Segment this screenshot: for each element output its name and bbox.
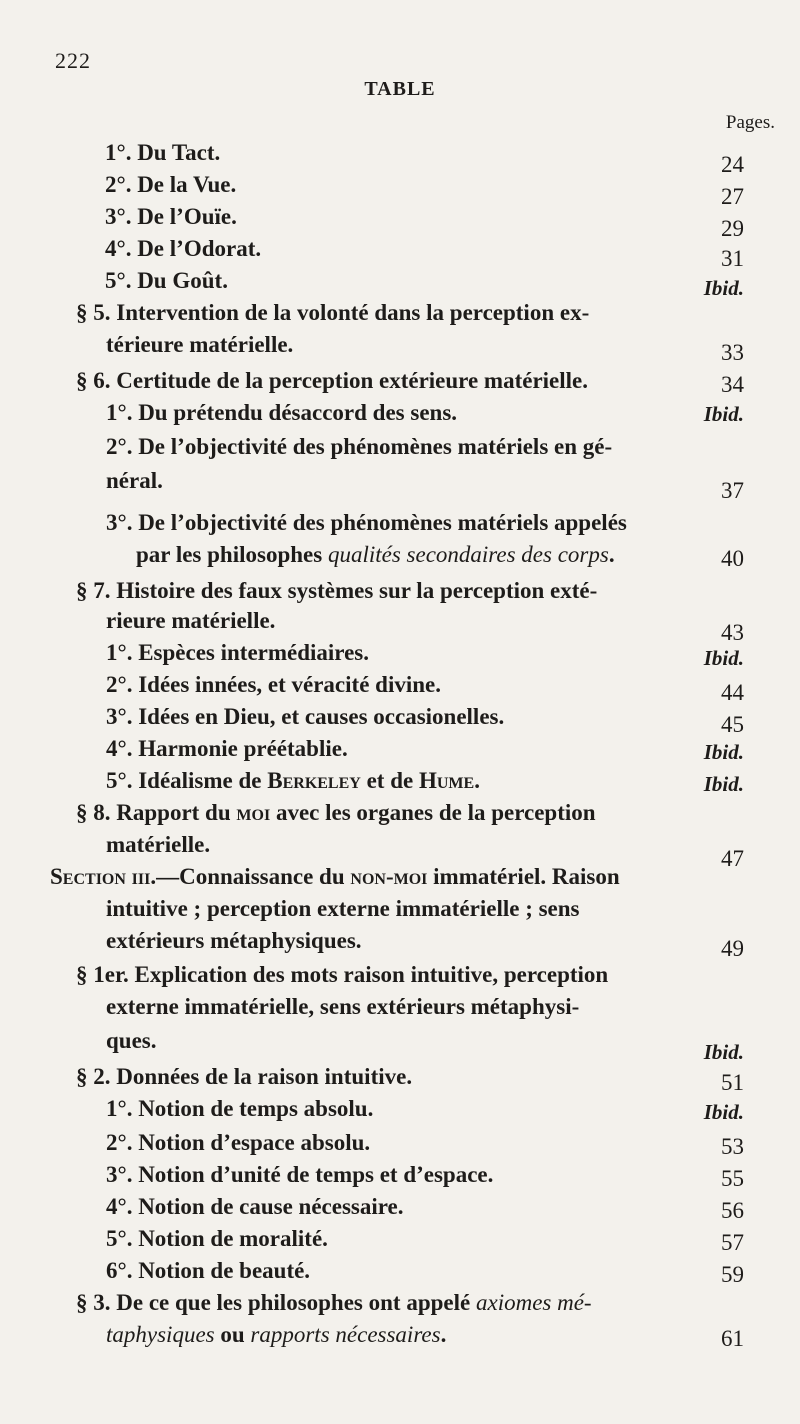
toc-entry: 4°. De l’Odorat. (105, 236, 262, 261)
toc-entry: 1°. Du prétendu désaccord des sens. (106, 400, 458, 425)
toc-entry: 2°. De la Vue. (105, 172, 237, 197)
toc-entry-text: par les philosophes (136, 542, 328, 567)
toc-entry (106, 1322, 446, 1348)
page-number: 222 (55, 48, 91, 73)
toc-page-ref: Ibid. (703, 740, 744, 764)
toc-page-ref: Ibid. (703, 1040, 744, 1064)
toc-entry: § 5. Intervention de la volonté dans la perception ex- (76, 300, 590, 325)
toc-page-ref: 51 (721, 1070, 744, 1095)
toc-entry: extérieurs métaphysiques. (106, 928, 362, 953)
toc-entry: 3°. De l’Ouïe. (105, 204, 237, 229)
running-head: TABLE (364, 78, 436, 100)
toc-entry-text: . (440, 1322, 447, 1347)
toc-page-ref: 53 (721, 1134, 744, 1159)
toc-entry (106, 768, 480, 794)
toc-entry-text: 5°. Idéalisme de (106, 768, 268, 793)
toc-entry (76, 800, 596, 826)
pages-column-label: Pages. (725, 112, 775, 133)
toc-page-ref: 43 (721, 620, 744, 645)
toc-page-ref: 27 (721, 184, 744, 209)
toc-entry: § 2. Données de la raison intuitive. (76, 1064, 413, 1089)
toc-entry: 5°. Notion de moralité. (106, 1226, 328, 1251)
toc-entry: intuitive ; perception externe immatérielle ; sens (106, 896, 580, 921)
toc-page-ref: 57 (721, 1230, 744, 1255)
toc-entry: 1°. Notion de temps absolu. (106, 1096, 374, 1121)
small-caps-term: moi (236, 800, 271, 825)
toc-page-ref: 31 (721, 246, 744, 271)
toc-page-ref: 45 (721, 712, 744, 737)
toc-entry: 4°. Harmonie préétablie. (106, 736, 348, 761)
section-heading (50, 864, 620, 890)
toc-page-ref: Ibid. (703, 276, 744, 300)
toc-entry: 4°. Notion de cause nécessaire. (106, 1194, 404, 1219)
toc-page-ref: 56 (721, 1198, 744, 1223)
toc-page-ref: 61 (721, 1326, 744, 1351)
toc-entry: térieure matérielle. (106, 332, 294, 357)
toc-entry-text: § 8. Rapport du (76, 800, 237, 825)
toc-entry: matérielle. (106, 832, 211, 857)
toc-page-ref: 24 (721, 152, 744, 177)
toc-page-ref: Ibid. (703, 772, 744, 796)
toc-page-ref: 37 (721, 478, 744, 503)
toc-entry-italic: rapports nécessaires (250, 1322, 441, 1347)
toc-entry: § 7. Histoire des faux systèmes sur la perception exté- (76, 578, 598, 603)
toc-page-ref: 49 (721, 936, 744, 961)
toc-page-ref: 33 (721, 340, 744, 365)
toc-entry-italic: axiomes mé- (475, 1290, 592, 1315)
toc-page-ref: Ibid. (703, 402, 744, 426)
toc-entry: 6°. Notion de beauté. (106, 1258, 311, 1283)
toc-entry: externe immatérielle, sens extérieurs métaphysi- (106, 994, 580, 1019)
toc-entry (136, 542, 615, 568)
toc-page-ref: 47 (721, 846, 744, 871)
toc-page-ref: 34 (721, 372, 744, 397)
toc-page-ref: 40 (721, 546, 744, 571)
toc-entry (76, 1290, 592, 1316)
toc-entry: néral. (106, 468, 163, 493)
toc-page-ref: 59 (721, 1262, 744, 1287)
toc-page-ref: Ibid. (703, 1100, 744, 1124)
toc-entry: 5°. Du Goût. (105, 268, 228, 293)
toc-page-ref: Ibid. (703, 646, 744, 670)
toc-entry: 3°. Notion d’unité de temps et d’espace. (106, 1162, 494, 1187)
toc-entry-text: .—Connaissance du (150, 864, 351, 889)
toc-entry: 2°. Notion d’espace absolu. (106, 1130, 371, 1155)
toc-entry: 2°. Idées innées, et véracité divine. (106, 672, 441, 697)
toc-entry-italic: taphysiques (106, 1322, 215, 1347)
small-caps-term: non-moi (350, 864, 428, 889)
toc-page-ref: 44 (721, 680, 744, 705)
toc-entry: § 6. Certitude de la perception extérieure matérielle. (76, 368, 589, 393)
toc-entry: 1°. Espèces intermédiaires. (106, 640, 370, 665)
toc-entry: 3°. Idées en Dieu, et causes occasionelles. (106, 704, 505, 729)
toc-entry-italic: qualités secondaires des corps (327, 542, 609, 567)
section-label: Section (50, 864, 126, 889)
toc-entry: 2°. De l’objectivité des phénomènes matériels en gé- (106, 434, 613, 459)
toc-page-ref: 29 (721, 216, 744, 241)
toc-entry: 3°. De l’objectivité des phénomènes matériels appelés (106, 510, 627, 535)
toc-entry-text: § 3. De ce que les philosophes ont appelé (76, 1290, 476, 1315)
toc-entry-text: immatériel. Raison (427, 864, 620, 889)
toc-entry-text: ou (214, 1322, 251, 1347)
author-name: Hume (418, 768, 475, 793)
section-number: iii (125, 864, 151, 889)
toc-entry: ques. (106, 1028, 157, 1053)
toc-entry: rieure matérielle. (106, 608, 276, 633)
toc-entry-text: . (474, 768, 480, 793)
toc-entry-text: . (608, 542, 615, 567)
toc-entry-text: et de (360, 768, 419, 793)
toc-entry: § 1er. Explication des mots raison intuitive, perception (76, 962, 609, 987)
author-name: Berkeley (267, 768, 361, 793)
toc-entry: 1°. Du Tact. (105, 140, 221, 165)
toc-entry-text: avec les organes de la perception (270, 800, 596, 825)
toc-page-ref: 55 (721, 1166, 744, 1191)
